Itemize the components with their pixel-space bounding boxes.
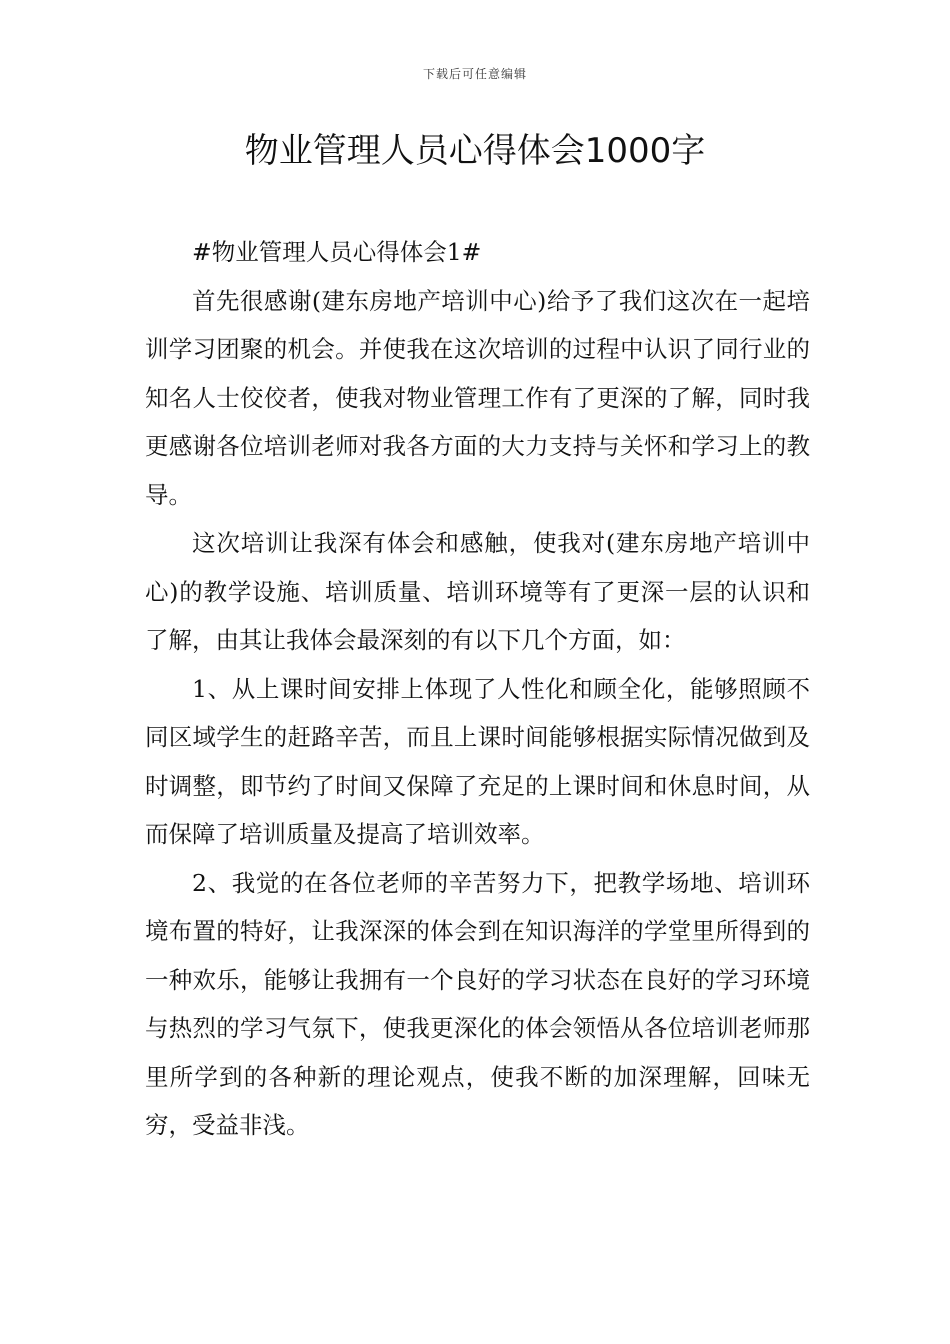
paragraph-point-1: 1、从上课时间安排上体现了人性化和顾全化，能够照顾不同区域学生的赶路辛苦，而且上课时间能够根据实际情况做到及时调整，即节约了时间又保障了充足的上课时间和休息时间，从而保障了培训质量及提高了培训效率。 (145, 674, 810, 848)
paragraph-intro: 首先很感谢(建东房地产培训中心)给予了我们这次在一起培训学习团聚的机会。并使我在这次培训的过程中认识了同行业的知名人士佼佼者，使我对物业管理工作有了更深的了解，同时我更感谢各位培训老师对我各方面的大力支持与关怀和学习上的教导。 (145, 286, 810, 509)
page-title: 物业管理人员心得体会1000字 (244, 131, 706, 171)
document-body (145, 228, 810, 1150)
download-note: 下载后可任意编辑 (422, 67, 527, 81)
paragraph-impressions: 这次培训让我深有体会和感触，使我对(建东房地产培训中心)的教学设施、培训质量、培训环境等有了更深一层的认识和了解，由其让我体会最深刻的有以下几个方面，如： (145, 529, 810, 654)
paragraph-point-2: 2、我觉的在各位老师的辛苦努力下，把教学场地、培训环境布置的特好，让我深深的体会到在知识海洋的学堂里所得到的一种欢乐，能够让我拥有一个良好的学习状态在良好的学习环境与热烈的学习气氛下，使我更深化的体会领悟从各位培训老师那里所学到的各种新的理论观点，使我不断的加深理解，回味无穷，受益非浅。 (145, 868, 810, 1139)
section-heading: #物业管理人员心得体会1# (192, 238, 482, 266)
